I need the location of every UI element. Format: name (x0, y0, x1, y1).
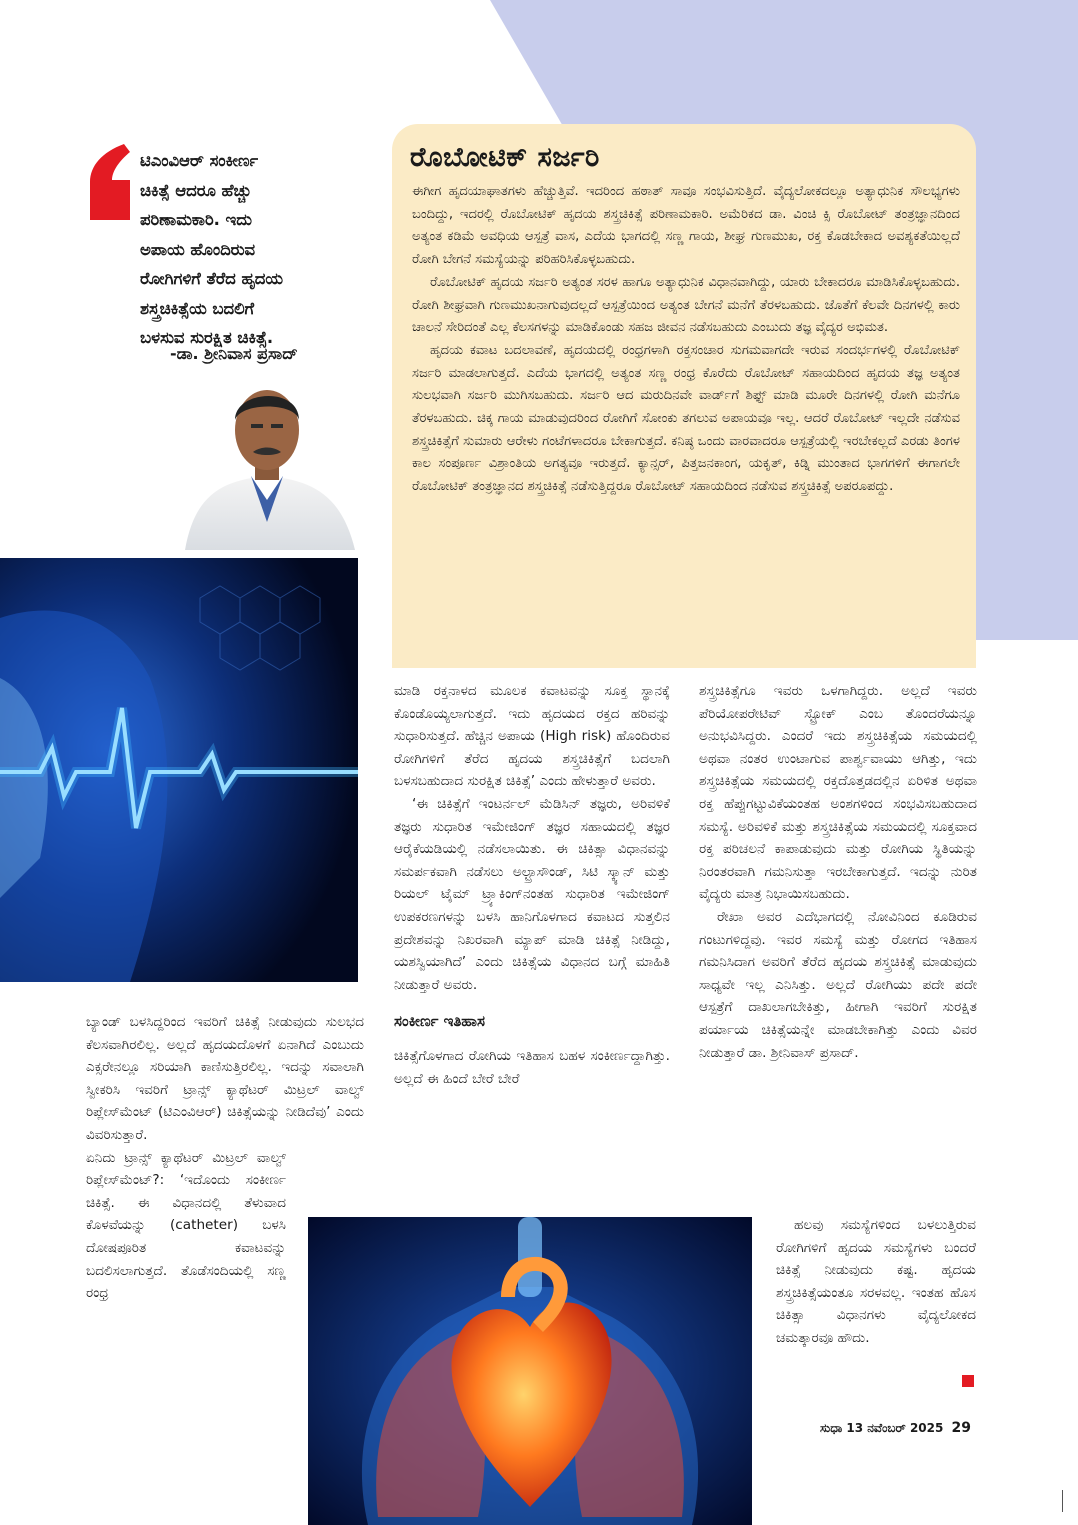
article-paragraph: ರೇಖಾ ಅವರ ಎದೆಭಾಗದಲ್ಲಿ ನೋವಿನಿಂದ ಕೂಡಿರುವ ಗಂಟುಗಳಿದ್ದವು. ಇವರ ಸಮಸ್ಯೆ ಮತ್ತು ರೋಗದ ಇತಿಹಾಸ ಗಮನಿಸಿದಾಗ ಅವರಿಗೆ ತೆರೆದ ಹೃದಯ ಶಸ್ತ್ರಚಿಕಿತ್ಸೆ ಮಾಡುವುದು ಸಾಧ್ಯವೇ ಇಲ್ಲ ಎನಿಸಿತ್ತು. ಅಲ್ಲದೆ ರೋಗಿಯು ಪದೇ ಪದೇ ಆಸ್ಪತ್ರೆಗೆ ದಾಖಲಾಗಬೇಕಿತ್ತು, ಹೀಗಾಗಿ ಇವರಿಗೆ ಸುರಕ್ಷಿತ ಪರ್ಯಾಯ ಚಿಕಿತ್ಸೆಯನ್ನೇ ಮಾಡಬೇಕಾಗಿತ್ತು ಎಂದು ವಿವರ ನೀಡುತ್ತಾರೆ ಡಾ. ಶ್ರೀನಿವಾಸ್ ಪ್ರಸಾದ್. (699, 908, 977, 1061)
article-column-middle (394, 680, 670, 1090)
quote-mark-icon (84, 142, 132, 222)
heart-ecg-illustration (0, 558, 358, 982)
section-subhead: ಸಂಕೀರ್ಣ ಇತಿಹಾಸ (394, 1012, 485, 1031)
feature-paragraph: ರೊಬೋಟಿಕ್ ಹೃದಯ ಸರ್ಜರಿ ಅತ್ಯಂತ ಸರಳ ಹಾಗೂ ಅತ್ಯಾಧುನಿಕ ವಿಧಾನವಾಗಿದ್ದು, ಯಾರು ಬೇಕಾದರೂ ಮಾಡಿಸಿಕೊಳ್ಳಬಹುದು. ರೋಗಿ ಶೀಘ್ರವಾಗಿ ಗುಣಮುಖನಾಗುವುದಲ್ಲದೆ ಆಸ್ಪತ್ರೆಯಿಂದ ಅತ್ಯಂತ ಬೇಗನೆ ಮನೆಗೆ ತೆರಳಬಹುದು. ಜೊತೆಗೆ ಕೆಲವೇ ದಿನಗಳಲ್ಲಿ ಕಾರು ಚಾಲನೆ ಸೇರಿದಂತೆ ಎಲ್ಲ ಕೆಲಸಗಳನ್ನು ಮಾಡಿಕೊಂಡು ಸಹಜ ಜೀವನ ನಡೆಸಬಹುದು ಎಂಬುದು ತಜ್ಞ ವೈದ್ಯರ ಅಭಿಮತ. (412, 274, 960, 336)
feature-paragraph: ಹೃದಯ ಕವಾಟ ಬದಲಾವಣೆ, ಹೃದಯದಲ್ಲಿ ರಂಧ್ರಗಳಾಗಿ ರಕ್ತಸಂಚಾರ ಸುಗಮವಾಗದೇ ಇರುವ ಸಂದರ್ಭಗಳಲ್ಲಿ ರೊಬೋಟಿಕ್ ಸರ್ಜರಿ ಮಾಡಲಾಗುತ್ತದೆ. ಎದೆಯ ಭಾಗದಲ್ಲಿ ಅತ್ಯಂತ ಸಣ್ಣ ರಂಧ್ರ ಕೊರೆದು ರೊಬೋಟ್ ಸಹಾಯದಿಂದ ಹೃದಯ ತಜ್ಞ ಅತ್ಯಂತ ಸುಲಭವಾಗಿ ಸರ್ಜರಿ ಮುಗಿಸಬಹುದು. ಸರ್ಜರಿ ಆದ ಮರುದಿನವೇ ವಾರ್ಡ್‌ಗೆ ಶಿಫ್ಟ್ ಮಾಡಿ ಮೂರೇ ದಿನಗಳಲ್ಲಿ ರೋಗಿ ಮನೆಗೂ ತೆರಳಬಹುದು. ಚಿಕ್ಕ ಗಾಯ ಮಾಡುವುದರಿಂದ ರೋಗಿಗೆ ಸೋಂಕು ತಗಲುವ ಅಪಾಯವೂ ಇಲ್ಲ. ಆದರೆ ರೊಬೋಟ್ ಇಲ್ಲದೇ ನಡೆಸುವ ಶಸ್ತ್ರಚಿಕಿತ್ಸೆಗೆ ಸುಮಾರು ಆರೇಳು ಗಂಟೆಗಳಾದರೂ ಬೇಕಾಗುತ್ತದೆ. ಕನಿಷ್ಠ ಒಂದು ವಾರವಾದರೂ ಆಸ್ಪತ್ರೆಯಲ್ಲಿ ಇರಬೇಕಲ್ಲದೆ ಎರಡು ತಿಂಗಳ ಕಾಲ ಸಂಪೂರ್ಣ ವಿಶ್ರಾಂತಿಯ ಅಗತ್ಯವೂ ಇರುತ್ತದೆ. ಕ್ಯಾನ್ಸರ್, ಪಿತ್ತಜನಕಾಂಗ, ಯಕೃತ್, ಕಿಡ್ನಿ ಮುಂತಾದ ಭಾಗಗಳಿಗೆ ಈಗಾಗಲೇ ರೊಬೋಟಿಕ್ ತಂತ್ರಜ್ಞಾನದ ಶಸ್ತ್ರಚಿಕಿತ್ಸೆ ನಡೆಸುತ್ತಿದ್ದರೂ ರೊಬೋಟ್ ಸಹಾಯದಿಂದ ನಡೆಸುವ ಶಸ್ತ್ರಚಿಕಿತ್ಸೆ ಅಪರೂಪದ್ದು. (412, 342, 960, 495)
article-paragraph: ಏನಿದು ಟ್ರಾನ್ಸ್ ಕ್ಯಾಥೆಟರ್ ಮಿಟ್ರಲ್ ವಾಲ್ವ್ ರಿಪ್ಲೇಸ್‌ಮೆಂಟ್?: ‘ಇದೊಂದು ಸಂಕೀರ್ಣ ಚಿಕಿತ್ಸೆ. ಈ ವಿಧಾನದಲ್ಲಿ ತೆಳುವಾದ ಕೊಳವೆಯನ್ನು (catheter) ಬಳಸಿ ದೋಷಪೂರಿತ ಕವಾಟವನ್ನು ಬದಲಿಸಲಾಗುತ್ತದೆ. ತೊಡೆಸಂದಿಯಲ್ಲಿ ಸಣ್ಣ ರಂಧ್ರ (86, 1149, 286, 1302)
pull-quote-author: -ಡಾ. ಶ್ರೀನಿವಾಸ ಪ್ರಸಾದ್ (170, 344, 298, 363)
article-paragraph: ಚಿಕಿತ್ಸೆಗೊಳಗಾದ ರೋಗಿಯ ಇತಿಹಾಸ ಬಹಳ ಸಂಕೀರ್ಣದ್ದಾಗಿತ್ತು. ಅಲ್ಲದೆ ಈ ಹಿಂದೆ ಬೇರೆ ಬೇರೆ (394, 1047, 670, 1087)
article-paragraph: ಬ್ಯಾಂಡ್ ಬಳಸಿದ್ದರಿಂದ ಇವರಿಗೆ ಚಿಕಿತ್ಸೆ ನೀಡುವುದು ಸುಲಭದ ಕೆಲಸವಾಗಿರಲಿಲ್ಲ. ಅಲ್ಲದೆ ಹೃದಯದೊಳಗೆ ಏನಾಗಿದೆ ಎಂಬುದು ಎಕ್ಸರೇನಲ್ಲೂ ಸರಿಯಾಗಿ ಕಾಣಿಸುತ್ತಿರಲಿಲ್ಲ. ಇದನ್ನು ಸವಾಲಾಗಿ ಸ್ವೀಕರಿಸಿ ಇವರಿಗೆ ಟ್ರಾನ್ಸ್ ಕ್ಯಾಥೆಟರ್ ಮಿಟ್ರಲ್ ವಾಲ್ವ್ ರಿಪ್ಲೇಸ್‌ಮೆಂಟ್ (ಟಿಎಂವಿಆರ್) ಚಿಕಿತ್ಸೆಯನ್ನು ನೀಡಿದೆವು’ ಎಂದು ವಿವರಿಸುತ್ತಾರೆ. (86, 1014, 364, 1143)
article-paragraph: ಮಾಡಿ ರಕ್ತನಾಳದ ಮೂಲಕ ಕವಾಟವನ್ನು ಸೂಕ್ತ ಸ್ಥಾನಕ್ಕೆ ಕೊಂಡೊಯ್ಯಲಾಗುತ್ತದೆ. ಇದು ಹೃದಯದ ರಕ್ತದ ಹರಿವನ್ನು ಸುಧಾರಿಸುತ್ತದೆ. ಹೆಚ್ಚಿನ ಅಪಾಯ (High risk) ಹೊಂದಿರುವ ರೋಗಿಗಳಿಗೆ ತೆರೆದ ಹೃದಯ ಶಸ್ತ್ರಚಿಕಿತ್ಸೆಗೆ ಬದಲಾಗಿ ಬಳಸಬಹುದಾದ ಸುರಕ್ಷಿತ ಚಿಕಿತ್ಸೆ’ ಎಂದು ಹೇಳುತ್ತಾರೆ ಅವರು. (394, 683, 670, 790)
issue-info: ಸುಧಾ 13 ನವೆಂಬರ್ 2025 (820, 1421, 944, 1435)
feature-box-body (412, 181, 960, 499)
article-closing (776, 1214, 976, 1350)
pull-quote-line: ಚಿಕಿತ್ಸೆ ಆದರೂ ಹೆಚ್ಚು (140, 180, 252, 200)
heart-lungs-illustration (308, 1217, 752, 1525)
article-paragraph: ಶಸ್ತ್ರಚಿಕಿತ್ಸೆಗೂ ಇವರು ಒಳಗಾಗಿದ್ದರು. ಅಲ್ಲದೆ ಇವರು ಪೆರಿಯೋಪರೇಟಿವ್ ಸ್ಟ್ರೋಕ್ ಎಂಬ ತೊಂದರೆಯನ್ನೂ ಅನುಭವಿಸಿದ್ದರು. ಎಂದರೆ ಇದು ಶಸ್ತ್ರಚಿಕಿತ್ಸೆಯ ಸಮಯದಲ್ಲಿ ಅಥವಾ ನಂತರ ಉಂಟಾಗುವ ಪಾರ್ಶ್ವವಾಯು ಆಗಿತ್ತು, ಇದು ಶಸ್ತ್ರಚಿಕಿತ್ಸೆಯ ಸಮಯದಲ್ಲಿ ರಕ್ತದೊತ್ತಡದಲ್ಲಿನ ಏರಿಳಿತ ಅಥವಾ ರಕ್ತ ಹೆಪ್ಪುಗಟ್ಟುವಿಕೆಯಂತಹ ಅಂಶಗಳಿಂದ ಸಂಭವಿಸಬಹುದಾದ ಸಮಸ್ಯೆ. ಅರಿವಳಿಕೆ ಮತ್ತು ಶಸ್ತ್ರಚಿಕಿತ್ಸೆಯ ಸಮಯದಲ್ಲಿ ಸೂಕ್ತವಾದ ರಕ್ತ ಪರಿಚಲನೆ ಕಾಪಾಡುವುದು ಮತ್ತು ರೋಗಿಯ ಸ್ಥಿತಿಯನ್ನು ನಿರಂತರವಾಗಿ ಗಮನಿಸುತ್ತಾ ಇರಬೇಕಾಗುತ್ತದೆ. ಇದನ್ನು ನುರಿತ ವೈದ್ಯರು ಮಾತ್ರ ನಿಭಾಯಿಸಬಹುದು. (699, 683, 977, 903)
end-mark-icon (962, 1375, 974, 1387)
pull-quote-line: ಪರಿಣಾಮಕಾರಿ. ಇದು (140, 210, 253, 229)
pull-quote-line: ಟಿಎಂವಿಆರ್ ಸಂಕೀರ್ಣ (140, 151, 259, 170)
doctor-photo (175, 372, 361, 550)
pull-quote-line: ರೋಗಿಗಳಿಗೆ ತೆರೆದ ಹೃದಯ (140, 269, 283, 288)
article-paragraph: ‘ಈ ಚಿಕಿತ್ಸೆಗೆ ಇಂಟರ್ನಲ್ ಮೆಡಿಸಿನ್ ತಜ್ಞರು, ಅರಿವಳಿಕೆ ತಜ್ಞರು ಸುಧಾರಿತ ಇಮೇಜಿಂಗ್ ತಜ್ಞರ ಸಹಾಯದಲ್ಲಿ ತಜ್ಞರ ಆರೈಕೆಯಡಿಯಲ್ಲಿ ನಡೆಸಲಾಯಿತು. ಈ ಚಿಕಿತ್ಸಾ ವಿಧಾನವನ್ನು ಸಮರ್ಪಕವಾಗಿ ನಡೆಸಲು ಅಲ್ಟ್ರಾಸೌಂಡ್, ಸಿಟಿ ಸ್ಕ್ಯಾನ್ ಮತ್ತು ರಿಯಲ್ ಟೈಮ್ ಟ್ರ್ಯಾಕಿಂಗ್‌ನಂತಹ ಸುಧಾರಿತ ಇಮೇಜಿಂಗ್ ಉಪಕರಣಗಳನ್ನು ಬಳಸಿ ಹಾನಿಗೊಳಗಾದ ಕವಾಟದ ಸುತ್ತಲಿನ ಪ್ರದೇಶವನ್ನು ನಿಖರವಾಗಿ ಮ್ಯಾಪ್ ಮಾಡಿ ಚಿಕಿತ್ಸೆ ನೀಡಿದ್ದು, ಯಶಸ್ವಿಯಾಗಿದೆ’ ಎಂದು ಚಿಕಿತ್ಸೆಯ ವಿಧಾನದ ಬಗ್ಗೆ ಮಾಹಿತಿ ನೀಡುತ್ತಾರೆ ಅವರು. (394, 795, 670, 993)
page-number: 29 (951, 1420, 972, 1436)
pull-quote-line: ಶಸ್ತ್ರಚಿಕಿತ್ಸೆಯ ಬದಲಿಗೆ (140, 298, 255, 318)
page-footer (820, 1420, 971, 1436)
feature-paragraph: ಈಗೀಗ ಹೃದಯಾಘಾತಗಳು ಹೆಚ್ಚುತ್ತಿವೆ. ಇದರಿಂದ ಹಠಾತ್ ಸಾವೂ ಸಂಭವಿಸುತ್ತಿದೆ. ವೈದ್ಯಲೋಕದಲ್ಲೂ ಅತ್ಯಾಧುನಿಕ ಸೌಲಭ್ಯಗಳು ಬಂದಿದ್ದು, ಇದರಲ್ಲಿ ರೊಬೋಟಿಕ್ ಹೃದಯ ಶಸ್ತ್ರಚಿಕಿತ್ಸೆ ಪರಿಣಾಮಕಾರಿ. ಅಮೆರಿಕದ ಡಾ. ವಿಂಚಿ ಕ್ಸಿ ರೊಬೋಟ್ ತಂತ್ರಜ್ಞಾನದಿಂದ ಅತ್ಯಂತ ಕಡಿಮೆ ಅವಧಿಯ ಆಸ್ಪತ್ರೆ ವಾಸ, ಎದೆಯ ಭಾಗದಲ್ಲಿ ಸಣ್ಣ ಗಾಯ, ಶೀಘ್ರ ಗುಣಮುಖ, ರಕ್ತ ಕೊಡಬೇಕಾದ ಅವಶ್ಯಕತೆಯಿಲ್ಲದೆ ರೋಗಿ ಬೇಗನೆ ಸಮಸ್ಯೆಯನ್ನು ಪರಿಹರಿಸಿಕೊಳ್ಳಬಹುದು. (412, 184, 960, 268)
article-paragraph: ಹಲವು ಸಮಸ್ಯೆಗಳಿಂದ ಬಳಲುತ್ತಿರುವ ರೋಗಿಗಳಿಗೆ ಹೃದಯ ಸಮಸ್ಯೆಗಳು ಬಂದರೆ ಚಿಕಿತ್ಸೆ ನೀಡುವುದು ಕಷ್ಟ. ಹೃದಯ ಶಸ್ತ್ರಚಿಕಿತ್ಸೆಯಂತೂ ಸರಳವಲ್ಲ. ಇಂತಹ ಹೊಸ ಚಿಕಿತ್ಸಾ ವಿಧಾನಗಳು ವೈದ್ಯಲೋಕದ ಚಮತ್ಕಾರವೂ ಹೌದು. (776, 1217, 976, 1346)
crop-mark (1062, 1490, 1063, 1512)
article-column-right (699, 680, 977, 1064)
pull-quote-line: ಬಳಸುವ ಸುರಕ್ಷಿತ ಚಿಕಿತ್ಸೆ. (140, 328, 274, 347)
pull-quote-line: ಅಪಾಯ ಹೊಂದಿರುವ (140, 239, 256, 259)
pull-quote (140, 146, 365, 353)
feature-box-title: ರೊಬೋಟಿಕ್ ಸರ್ಜರಿ (410, 142, 600, 173)
